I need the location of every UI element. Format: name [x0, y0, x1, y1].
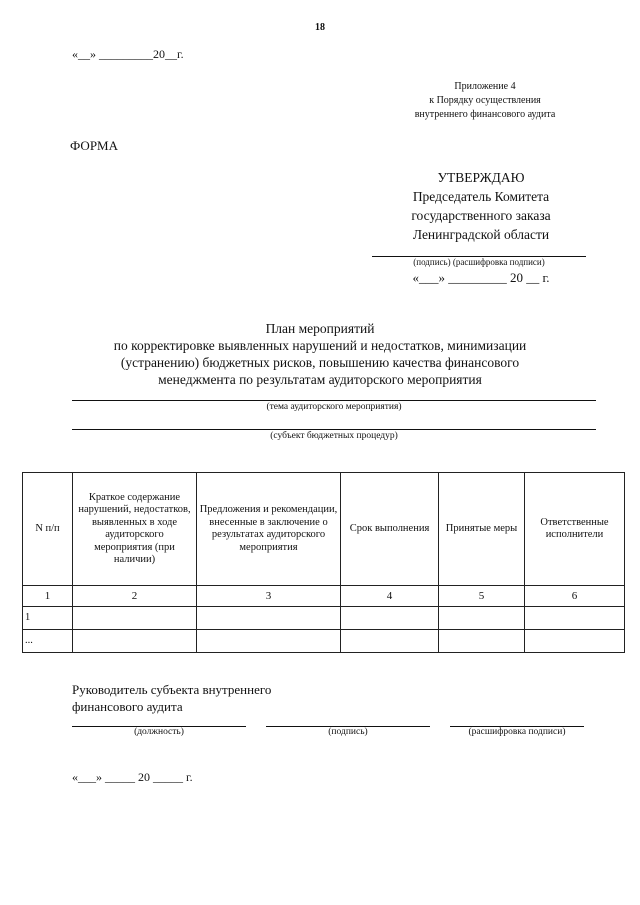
appendix-line: внутреннего финансового аудита [414, 109, 556, 120]
approval-block [370, 168, 592, 244]
approval-signature-caption: (подпись) (расшифровка подписи) [413, 257, 545, 267]
column-number: 3 [197, 586, 341, 607]
column-number-row [23, 586, 625, 607]
plan-table [22, 472, 625, 653]
table-cell [525, 607, 625, 630]
title-line: по корректировке выявленных нарушений и недостатков, минимизации [113, 338, 527, 353]
approval-line: Председатель Комитета [412, 189, 550, 204]
table-cell [197, 630, 341, 653]
topic-fill-line [72, 400, 596, 401]
header-number: N п/п [23, 473, 73, 586]
header-responsible: Ответственные исполнители [525, 473, 625, 586]
table-cell [439, 607, 525, 630]
subject-caption: (субъект бюджетных процедур) [270, 431, 398, 441]
table-cell [341, 630, 439, 653]
approval-line: Ленинградской области [412, 227, 550, 242]
title-line: менеджмента по результатам аудиторского мероприятия [158, 372, 482, 387]
column-number: 4 [341, 586, 439, 607]
appendix-line: к Порядку осуществления [429, 95, 541, 106]
table-cell [439, 630, 525, 653]
table-cell [341, 607, 439, 630]
header-deadline: Срок выполнения [341, 473, 439, 586]
approval-date: «___» _________ 20 __ г. [412, 270, 550, 285]
title-line: План мероприятий [265, 321, 375, 336]
table-cell [73, 630, 197, 653]
position-caption: (должность) [134, 727, 184, 737]
appendix-line: Приложение 4 [454, 81, 516, 92]
header-violations: Краткое содержание нарушений, недостатков, выявленных в ходе аудиторского мероприятия (при наличии) [73, 473, 197, 586]
table-cell [73, 607, 197, 630]
bottom-date: «___» _____ 20 _____ г. [72, 770, 193, 784]
table-header-row [23, 473, 625, 586]
column-number: 6 [525, 586, 625, 607]
column-number: 1 [23, 586, 73, 607]
appendix-note [360, 80, 610, 122]
signature-heading-line: Руководитель субъекта внутреннего [72, 682, 272, 697]
header-recommendations: Предложения и рекомендации, внесенные в заключение о результатах аудиторского мероприятия [197, 473, 341, 586]
approval-heading: УТВЕРЖДАЮ [437, 170, 525, 185]
table-cell [197, 607, 341, 630]
approval-line: государственного заказа [411, 208, 551, 223]
table-cell [525, 630, 625, 653]
column-number: 5 [439, 586, 525, 607]
signature-heading [72, 681, 271, 715]
subject-fill-line [72, 429, 596, 430]
title-line: (устранению) бюджетных рисков, повышению качества финансового [120, 355, 520, 370]
topic-caption: (тема аудиторского мероприятия) [266, 402, 402, 412]
table-cell: ... [23, 630, 73, 653]
table-cell: 1 [23, 607, 73, 630]
sign-caption: (подпись) [328, 727, 368, 737]
page-number: 18 [315, 22, 325, 33]
signature-heading-line: финансового аудита [72, 699, 183, 714]
column-number: 2 [73, 586, 197, 607]
form-label: ФОРМА [70, 138, 118, 153]
table-row [23, 607, 625, 630]
header-measures: Принятые меры [439, 473, 525, 586]
decode-caption: (расшифровка подписи) [468, 727, 566, 737]
table-row [23, 630, 625, 653]
plan-title [60, 320, 580, 388]
top-date: «__» _________20__г. [72, 47, 184, 61]
